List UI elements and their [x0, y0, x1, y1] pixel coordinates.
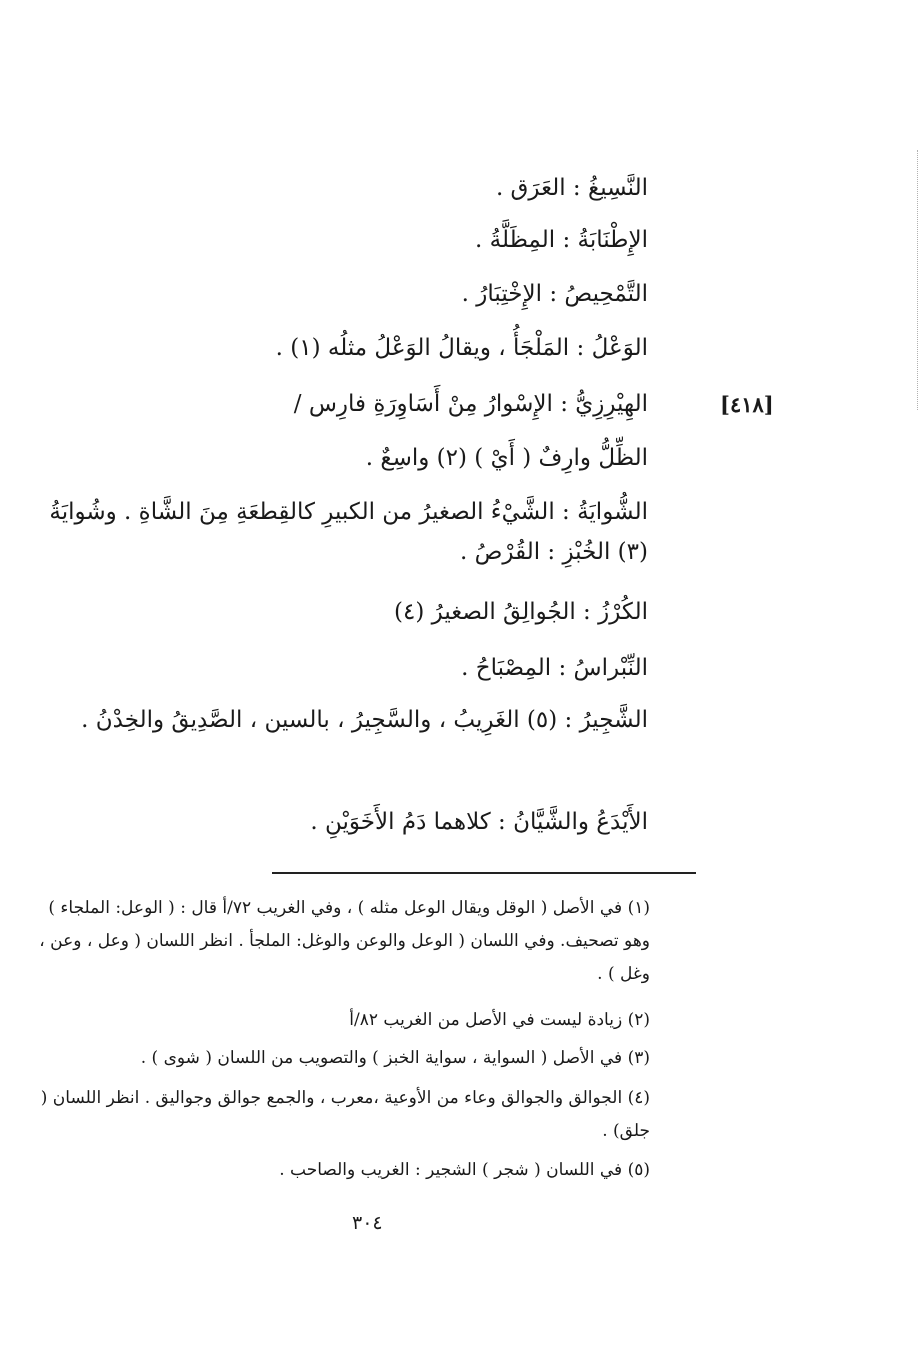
entry-9: النِّبْراسُ : المِصْبَاحُ . — [461, 655, 648, 681]
scan-edge-marks — [915, 150, 918, 410]
entry-10: الشَّجِيرُ : (٥) الغَرِيبُ ، والسَّجِيرُ ، بالسين ، الصَّدِيقُ والخِدْنُ . — [81, 707, 648, 733]
entry-2: الإِطْنَابَةُ : المِظَلَّةُ . — [475, 227, 648, 253]
footnote-3: (٣) في الأصل ( السواية ، سواية الخبز ) والتصويب من اللسان ( شوى ) . — [140, 1048, 650, 1068]
margin-folio-number: [٤١٨] — [720, 392, 774, 417]
entry-3: التَّمْحِيصُ : الإِخْتِبَارُ . — [461, 281, 648, 307]
footnote-2: (٢) زيادة ليست في الأصل من الغريب ٨٢/أ — [349, 1010, 650, 1030]
entry-11: الأَيْدَعُ والشَّيَّانُ : كلاهما دَمُ الأَخَوَيْنِ . — [310, 809, 648, 835]
footnote-4: (٤) الجوالق والجوالق وعاء من الأوعية ،معرب ، والجمع جوالق وجواليق . انظر اللسان ( جلق) . — [40, 1088, 650, 1141]
page-number: ٣٠٤ — [352, 1212, 383, 1234]
entry-1: النَّسِيغُ : العَرَق . — [495, 175, 648, 201]
footnote-separator — [272, 872, 696, 874]
entry-5: الهِيْرِزِيُّ : الإِسْوارُ مِنْ أَسَاوِرَةِ فارِس / — [293, 391, 648, 417]
entry-8: الكُرْزُ : الجُوالِقُ الصغيرُ (٤) — [394, 599, 648, 625]
footnote-5: (٥) في اللسان ( شجر ) الشجير : الغريب والصاحب . — [279, 1160, 650, 1180]
entry-4: الوَعْلُ : المَلْجَأُ ، ويقالُ الوَعْلُ مثلُه (١) . — [275, 335, 648, 361]
entry-7: الشُّوايَةُ : الشَّيْءُ الصغيرُ من الكبيرِ كالقِطعَةِ مِنَ الشَّاةِ . وشُوايَةُ (٣) الخُبْزِ : القُرْصُ . — [49, 499, 648, 565]
entry-6: الظِّلُّ وارِفٌ ( أَيْ ) (٢) واسِعٌ . — [365, 445, 648, 471]
footnote-1: (١) في الأصل ( الوقل ويقال الوعل مثله ) ، وفي الغريب ٧٢/أ قال : ( الوعل: الملجاء ) وهو تصحيف. وفي اللسان ( الوعل والوعن والوغل: الملجأ . انظر اللسان ( وعل ، وعن ، وغل ) . — [39, 898, 650, 984]
